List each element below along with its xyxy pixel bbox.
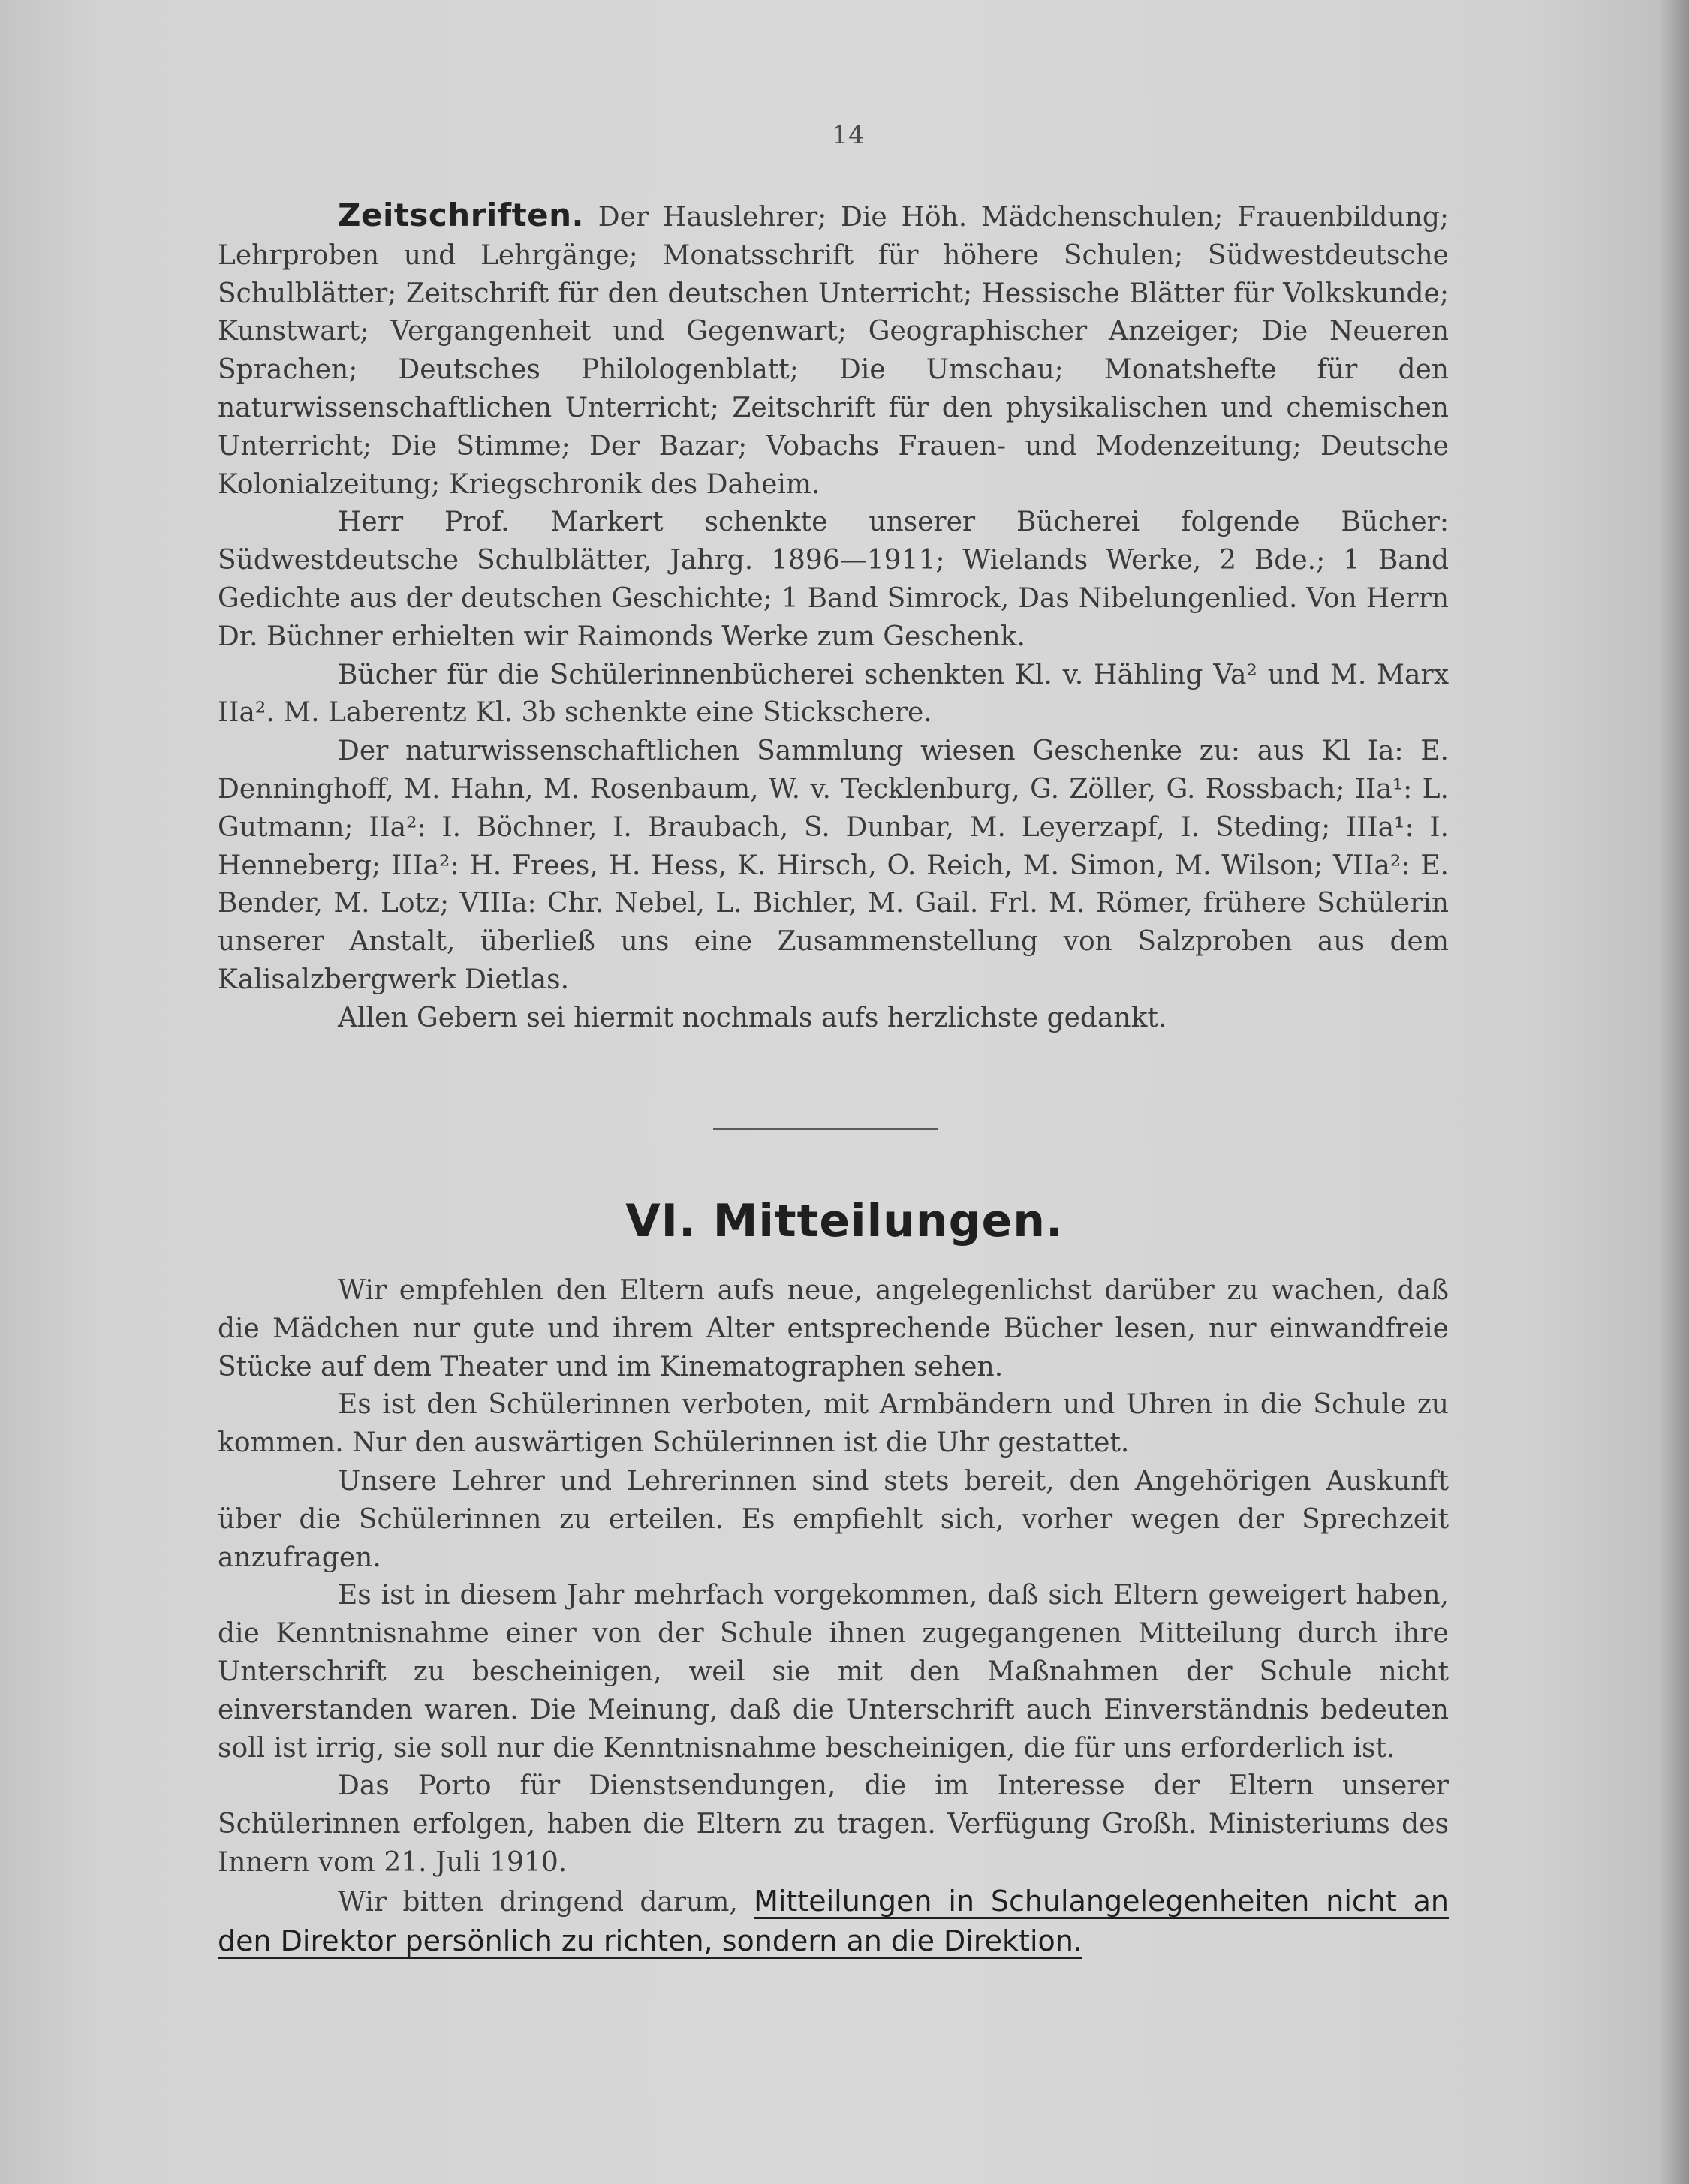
final-notice-intro: Wir bitten dringend darum, xyxy=(338,1886,738,1918)
section-divider xyxy=(713,1128,938,1130)
final-notice-emphasis: Mitteilungen in Schulangelegenheiten nicht an den Direktor persönlich zu richten, sondern an die Direktion. xyxy=(218,1884,1449,1957)
page-edge-shadow xyxy=(1659,0,1689,2184)
final-notice-paragraph xyxy=(218,1882,1449,1962)
notice-paragraph: Das Porto für Dienstsendungen, die im Interesse der Eltern unserer Schülerinnen erfolgen, haben die Eltern zu tragen. Verfügung Großh. Ministeriums des Innern vom 21. Juli 1910. xyxy=(218,1770,1449,1878)
periodicals-heading: Zeitschriften. xyxy=(338,197,585,233)
page-number: 14 xyxy=(832,120,865,150)
notice-paragraph: Es ist in diesem Jahr mehrfach vorgekommen, daß sich Eltern geweigert haben, die Kenntnisnahme einer von der Schule ihnen zugegangenen Mitteilung durch ihre Unterschrift zu bescheinigen, weil sie mit den Maßnahmen der Schule nicht einverstanden waren. Die Meinung, daß die Unterschrift auch Einverständnis bedeuten soll ist irrig, sie soll nur die Kenntnisnahme bescheinigen, die für uns erforderlich ist. xyxy=(218,1580,1449,1764)
notices-section xyxy=(218,1272,1449,1961)
donation-paragraph: Bücher für die Schülerinnenbücherei schenkten Kl. v. Hähling Va² und M. Marx IIa². M. Laberentz Kl. 3b schenkte eine Stickschere. xyxy=(218,659,1449,729)
donation-paragraph: Herr Prof. Markert schenkte unserer Bücherei folgende Bücher: Südwestdeutsche Schulblätter, Jahrg. 1896—1911; Wielands Werke, 2 Bde.; 1 Band Gedichte aus der deutschen Geschichte; 1 Band Simrock, Das Nibelungenlied. Von Herrn Dr. Büchner erhielten wir Raimonds Werke zum Geschenk. xyxy=(218,507,1449,652)
thanks-paragraph: Allen Gebern sei hiermit nochmals aufs herzlichste gedankt. xyxy=(338,1002,1167,1033)
periodicals-paragraph xyxy=(218,197,1449,504)
periodicals-list: Der Hauslehrer; Die Höh. Mädchenschulen; Frauenbildung; Lehrproben und Lehrgänge; Monatsschrift für höhere Schulen; Südwestdeutsche Schulblätter; Zeitschrift für den deutschen Unterricht; Hessische Blätter für Volkskunde; Kunstwart; Vergangenheit und Gegenwart; Geographischer Anzeiger; Die Neueren Sprachen; Deutsches Philologenblatt; Die Umschau; Monatshefte für den naturwissenschaftlichen Unterricht; Zeitschrift für den physikalischen und chemischen Unterricht; Die Stimme; Der Bazar; Vobachs Frauen- und Modenzeitung; Deutsche Kolonialzeitung; Kriegschronik des Daheim. xyxy=(218,202,1449,500)
notice-paragraph: Wir empfehlen den Eltern aufs neue, angelegenlichst darüber zu wachen, daß die Mädchen nur gute und ihrem Alter entsprechende Bücher lesen, nur einwandfreie Stücke auf dem Theater und im Kinematographen sehen. xyxy=(218,1275,1449,1382)
notice-paragraph: Es ist den Schülerinnen verboten, mit Armbändern und Uhren in die Schule zu kommen. Nur den auswärtigen Schülerinnen ist die Uhr gestattet. xyxy=(218,1389,1449,1459)
donation-paragraph: Der naturwissenschaftlichen Sammlung wiesen Geschenke zu: aus Kl Ia: E. Denninghoff, M. Hahn, M. Rosenbaum, W. v. Tecklenburg, G. Zöller, G. Rossbach; IIa¹: L. Gutmann; IIa²: I. Böchner, I. Braubach, S. Dunbar, M. Leyerzapf, I. Steding; IIIa¹: I. Henneberg; IIIa²: H. Frees, H. Hess, K. Hirsch, O. Reich, M. Simon, M. Wilson; VIIa²: E. Bender, M. Lotz; VIIIa: Chr. Nebel, L. Bichler, M. Gail. Frl. M. Römer, frühere Schülerin unserer Anstalt, überließ uns eine Zusammenstellung von Salzproben aus dem Kalisalzbergwerk Dietlas. xyxy=(218,736,1449,995)
periodicals-section xyxy=(218,197,1449,1038)
section-title: VI. Mitteilungen. xyxy=(625,1195,1064,1247)
notice-paragraph: Unsere Lehrer und Lehrerinnen sind stets bereit, den Angehörigen Auskunft über die Schülerinnen zu erteilen. Es empfiehlt sich, vorher wegen der Sprechzeit anzufragen. xyxy=(218,1465,1449,1573)
